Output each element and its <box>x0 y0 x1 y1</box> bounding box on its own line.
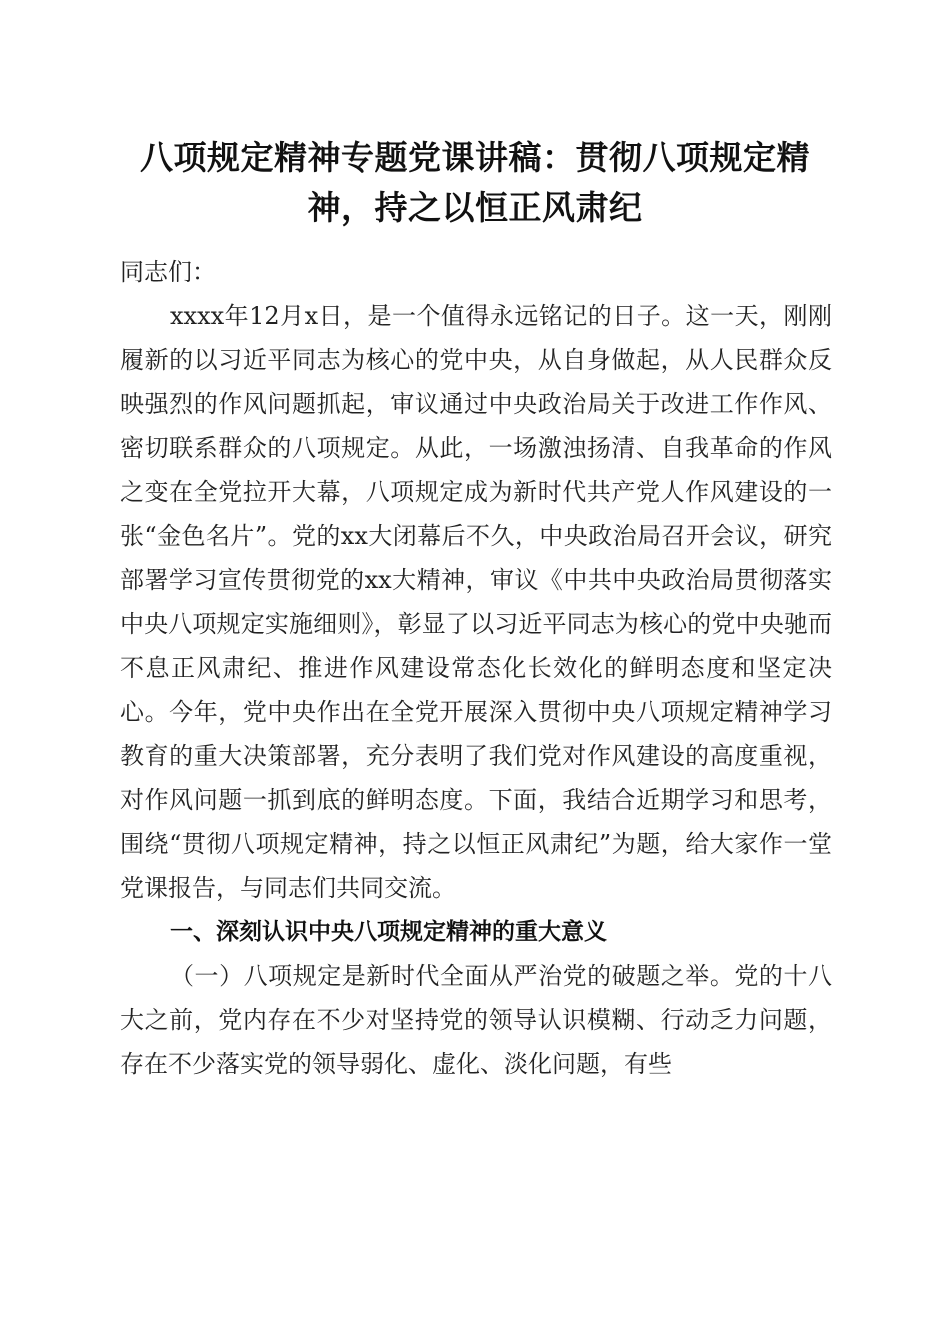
salutation: 同志们： <box>120 258 216 286</box>
paragraph-section-1-1: （一）八项规定是新时代全面从严治党的破题之举。党的十八大之前，党内存在不少对坚持党的领导认识模糊、行动乏力问题，存在不少落实党的领导弱化、虚化、淡化问题，有些 <box>120 962 832 1078</box>
document-body <box>120 250 832 1086</box>
document-title <box>100 133 850 233</box>
title-line-2: 神，持之以恒正风肃纪 <box>307 188 643 227</box>
section-heading-1: 一、深刻认识中央八项规定精神的重大意义 <box>170 919 607 945</box>
paragraph-intro: xxxx年12月x日，是一个值得永远铭记的日子。这一天，刚刚履新的以习近平同志为核心的党中央，从自身做起，从人民群众反映强烈的作风问题抓起，审议通过中央政治局关于改进工作作风、密切联系群众的八项规定。从此，一场激浊扬清、自我革命的作风之变在全党拉开大幕，八项规定成为新时代共产党人作风建设的一张“金色名片”。党的xx大闭幕后不久，中央政治局召开会议，研究部署学习宣传贯彻党的xx大精神，审议《中共中央政治局贯彻落实中央八项规定实施细则》，彰显了以习近平同志为核心的党中央驰而不息正风肃纪、推进作风建设常态化长效化的鲜明态度和坚定决心。今年，党中央作出在全党开展深入贯彻中央八项规定精神学习教育的重大决策部署，充分表明了我们党对作风建设的高度重视，对作风问题一抓到底的鲜明态度。下面，我结合近期学习和思考，围绕“贯彻八项规定精神，持之以恒正风肃纪”为题，给大家作一堂党课报告，与同志们共同交流。 <box>120 302 832 902</box>
title-line-1: 八项规定精神专题党课讲稿：贯彻八项规定精 <box>140 138 810 177</box>
